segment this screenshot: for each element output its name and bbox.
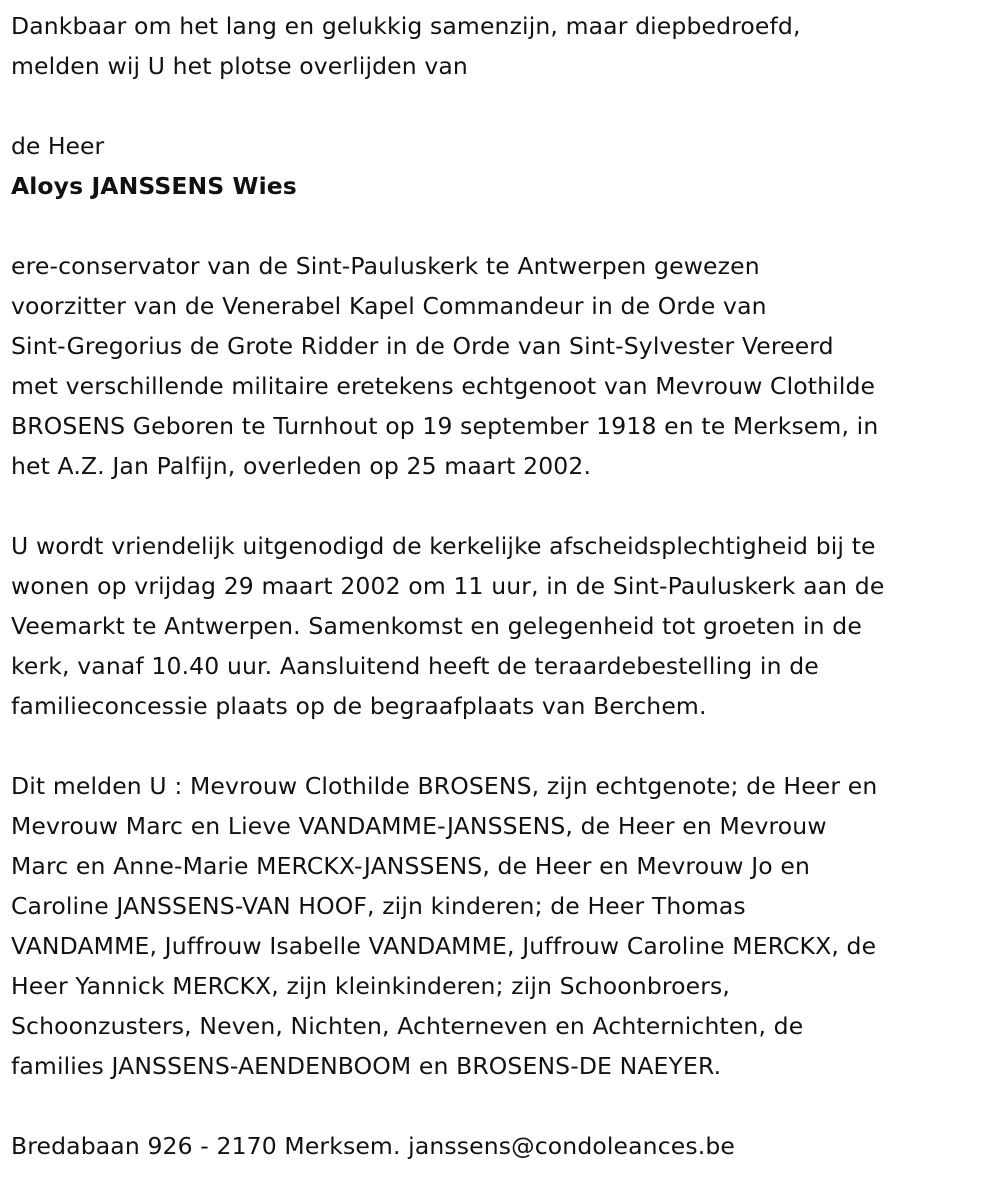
biography-line: het A.Z. Jan Palfijn, overleden op 25 maart 2002.	[11, 452, 592, 480]
family-paragraph	[11, 766, 990, 1086]
paragraph-gap	[11, 486, 990, 526]
ceremony-line: U wordt vriendelijk uitgenodigd de kerkelijke afscheidsplechtigheid bij te	[11, 532, 876, 560]
ceremony-line: kerk, vanaf 10.40 uur. Aansluitend heeft de teraardebestelling in de	[11, 652, 819, 680]
family-line: VANDAMME, Juffrouw Isabelle VANDAMME, Juffrouw Caroline MERCKX, de	[11, 932, 877, 960]
ceremony-line: Veemarkt te Antwerpen. Samenkomst en gelegenheid tot groeten in de	[11, 612, 862, 640]
family-line: Schoonzusters, Neven, Nichten, Achterneven en Achternichten, de	[11, 1012, 804, 1040]
family-line: families JANSSENS-AENDENBOOM en BROSENS-DE NAEYER.	[11, 1052, 722, 1080]
title-prefix: de Heer	[11, 132, 105, 160]
family-line: Marc en Anne-Marie MERCKX-JANSSENS, de Heer en Mevrouw Jo en	[11, 852, 811, 880]
deceased-name: Aloys JANSSENS Wies	[11, 172, 297, 200]
biography-line: BROSENS Geboren te Turnhout op 19 september 1918 en te Merksem, in	[11, 412, 879, 440]
ceremony-paragraph	[11, 526, 990, 726]
biography-paragraph	[11, 246, 990, 486]
paragraph-gap	[11, 1086, 990, 1126]
ceremony-line: wonen op vrijdag 29 maart 2002 om 11 uur, in de Sint-Pauluskerk aan de	[11, 572, 885, 600]
family-line: Caroline JANSSENS-VAN HOOF, zijn kinderen; de Heer Thomas	[11, 892, 746, 920]
intro-line: melden wij U het plotse overlijden van	[11, 52, 468, 80]
biography-line: ere-conservator van de Sint-Pauluskerk te Antwerpen gewezen	[11, 252, 760, 280]
paragraph-gap	[11, 86, 990, 126]
ceremony-line: familieconcessie plaats op de begraafplaats van Berchem.	[11, 692, 707, 720]
paragraph-gap	[11, 726, 990, 766]
family-line: Mevrouw Marc en Lieve VANDAMME-JANSSENS, de Heer en Mevrouw	[11, 812, 827, 840]
family-line: Dit melden U : Mevrouw Clothilde BROSENS, zijn echtgenote; de Heer en	[11, 772, 878, 800]
biography-line: voorzitter van de Venerabel Kapel Commandeur in de Orde van	[11, 292, 767, 320]
contact-address: Bredabaan 926 - 2170 Merksem. janssens@condoleances.be	[11, 1132, 735, 1160]
intro-paragraph	[11, 6, 990, 86]
intro-line: Dankbaar om het lang en gelukkig samenzijn, maar diepbedroefd,	[11, 12, 801, 40]
biography-line: met verschillende militaire eretekens echtgenoot van Mevrouw Clothilde	[11, 372, 876, 400]
biography-line: Sint-Gregorius de Grote Ridder in de Orde van Sint-Sylvester Vereerd	[11, 332, 834, 360]
family-line: Heer Yannick MERCKX, zijn kleinkinderen; zijn Schoonbroers,	[11, 972, 731, 1000]
paragraph-gap	[11, 206, 990, 246]
